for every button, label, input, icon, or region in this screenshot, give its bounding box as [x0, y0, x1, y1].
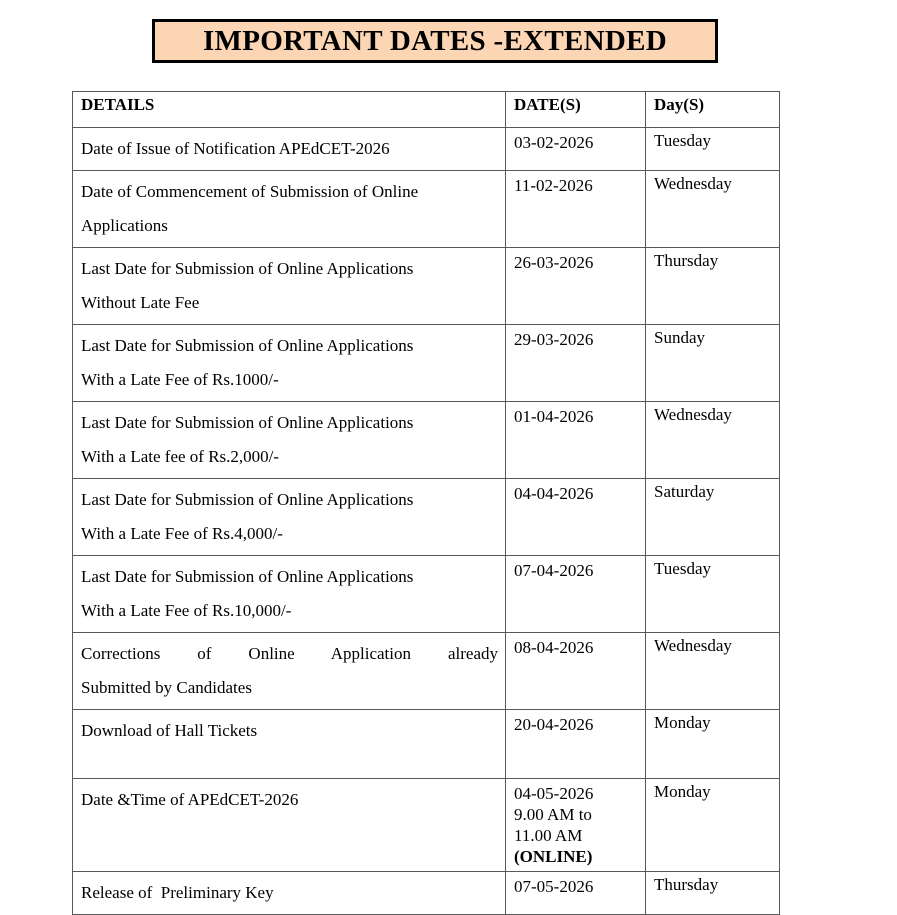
detail-line: Last Date for Submission of Online Applications: [81, 413, 414, 432]
detail-line: Date of Commencement of Submission of Online: [81, 182, 419, 201]
detail-line: Submitted by Candidates: [81, 678, 252, 697]
cell-details: [73, 872, 506, 915]
date-line: 04-05-2026: [514, 784, 594, 803]
cell-details: [73, 128, 506, 171]
column-header-days: Day(S): [646, 92, 780, 128]
cell-details: [73, 325, 506, 402]
cell-day: Thursday: [646, 248, 780, 325]
cell-date: [506, 710, 646, 779]
page-title: IMPORTANT DATES -EXTENDED: [202, 24, 668, 57]
cell-date: [506, 556, 646, 633]
date-line: 9.00 AM to: [514, 805, 592, 824]
detail-line: Release of Preliminary Key: [81, 883, 274, 902]
table-row: [73, 710, 780, 779]
date-line: 20-04-2026: [514, 715, 594, 734]
table-header-row: [73, 92, 780, 128]
date-line: 07-04-2026: [514, 561, 594, 580]
cell-details: [73, 633, 506, 710]
cell-details: [73, 402, 506, 479]
date-line: 08-04-2026: [514, 638, 594, 657]
table-header: [73, 92, 780, 128]
detail-line: Last Date for Submission of Online Applications: [81, 490, 414, 509]
date-line: 07-05-2026: [514, 877, 594, 896]
cell-date: [506, 479, 646, 556]
cell-date: [506, 248, 646, 325]
cell-details: [73, 171, 506, 248]
detail-line: Without Late Fee: [81, 293, 200, 312]
cell-details: [73, 710, 506, 779]
table-row: [73, 128, 780, 171]
table-row: [73, 872, 780, 915]
date-line: 11-02-2026: [514, 176, 593, 195]
detail-line: Last Date for Submission of Online Applications: [81, 259, 414, 278]
date-line: 01-04-2026: [514, 407, 594, 426]
detail-line: With a Late Fee of Rs.4,000/-: [81, 524, 283, 543]
cell-details: [73, 479, 506, 556]
detail-line: Download of Hall Tickets: [81, 721, 258, 740]
table-row: [73, 633, 780, 710]
date-line: 29-03-2026: [514, 330, 594, 349]
detail-line: Corrections of Online Application already: [81, 644, 498, 663]
important-dates-table: [72, 91, 780, 915]
date-line: 04-04-2026: [514, 484, 594, 503]
cell-day: Tuesday: [646, 556, 780, 633]
column-header-details: DETAILS: [73, 92, 506, 128]
cell-date: [506, 872, 646, 915]
date-line: 26-03-2026: [514, 253, 594, 272]
cell-date: [506, 779, 646, 872]
cell-day: Tuesday: [646, 128, 780, 171]
cell-details: [73, 248, 506, 325]
table-row: [73, 402, 780, 479]
table-row: [73, 171, 780, 248]
table-row: [73, 779, 780, 872]
detail-line: Applications: [81, 216, 168, 235]
cell-day: Monday: [646, 779, 780, 872]
table-body: [73, 128, 780, 915]
detail-line: Last Date for Submission of Online Applications: [81, 567, 414, 586]
cell-day: Saturday: [646, 479, 780, 556]
date-line: 03-02-2026: [514, 133, 594, 152]
table-row: [73, 248, 780, 325]
detail-line: Date &Time of APEdCET-2026: [81, 790, 299, 809]
important-dates-table-container: [72, 91, 779, 915]
cell-details: [73, 779, 506, 872]
detail-line: Date of Issue of Notification APEdCET-2026: [81, 139, 390, 158]
detail-line: With a Late Fee of Rs.1000/-: [81, 370, 279, 389]
cell-day: Thursday: [646, 872, 780, 915]
cell-date: [506, 171, 646, 248]
cell-day: Wednesday: [646, 402, 780, 479]
cell-day: Wednesday: [646, 633, 780, 710]
cell-date: [506, 128, 646, 171]
cell-date: [506, 633, 646, 710]
table-row: [73, 325, 780, 402]
cell-date: [506, 402, 646, 479]
detail-line: With a Late Fee of Rs.10,000/-: [81, 601, 292, 620]
cell-day: Wednesday: [646, 171, 780, 248]
page-title-banner: [152, 19, 718, 63]
cell-date: [506, 325, 646, 402]
table-row: [73, 556, 780, 633]
cell-day: Sunday: [646, 325, 780, 402]
date-line: 11.00 AM: [514, 826, 583, 845]
date-line: (ONLINE): [514, 847, 593, 866]
column-header-dates: DATE(S): [506, 92, 646, 128]
cell-details: [73, 556, 506, 633]
detail-line: With a Late fee of Rs.2,000/-: [81, 447, 280, 466]
detail-line: Last Date for Submission of Online Applications: [81, 336, 414, 355]
cell-day: Monday: [646, 710, 780, 779]
table-row: [73, 479, 780, 556]
